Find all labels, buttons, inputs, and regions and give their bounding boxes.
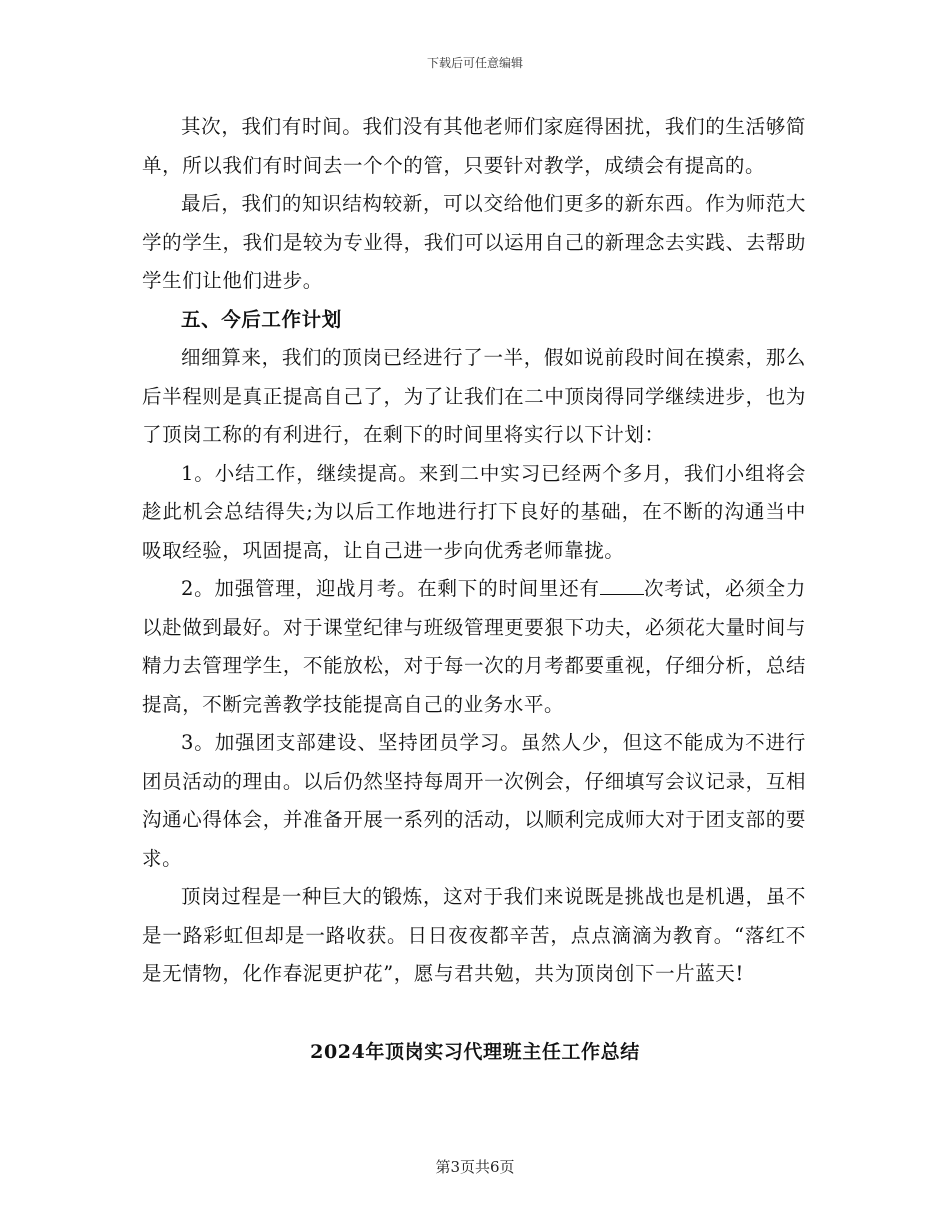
paragraph-plan-item-3: 3。加强团支部建设、坚持团员学习。虽然人少，但这不能成为不进行团员活动的理由。以后仍然坚持每周开一次例会，仔细填写会议记录，互相沟通心得体会，并准备开展一系列的活动，以顺利完成师大对于团支部的要求。: [142, 731, 806, 870]
page-header: 下载后可任意编辑: [426, 56, 523, 70]
plan-item-2-text-after: 次考试，必须全力以赴做到最好。对于课堂纪律与班级管理更要狠下功夫，必须花大量时间与精力去管理学生，不能放松，对于每一次的月考都要重视，仔细分析，总结提高，不断完善教学技能提高自己的业务水平。: [142, 577, 806, 716]
paragraph-time-advantage: 其次，我们有时间。我们没有其他老师们家庭得困扰，我们的生活够简单，所以我们有时间去一个个的管，只要针对教学，成绩会有提高的。: [142, 115, 806, 177]
paragraph-plan-intro: 细细算来，我们的顶岗已经进行了一半，假如说前段时间在摸索，那么后半程则是真正提高自己了，为了让我们在二中顶岗得同学继续进步，也为了顶岗工称的有利进行，在剩下的时间里将实行以下计划：: [142, 346, 806, 446]
paragraph-plan-item-2: [142, 570, 806, 724]
fill-in-blank: [600, 576, 644, 595]
next-document-title: 2024年顶岗实习代理班主任工作总结: [310, 1041, 640, 1063]
paragraph-conclusion: 顶岗过程是一种巨大的锻炼，这对于我们来说既是挑战也是机遇，虽不是一路彩虹但却是一路收获。日日夜夜都辛苦，点点滴滴为教育。“落红不是无情物，化作春泥更护花”，愿与君共勉，共为顶岗创下一片蓝天!: [142, 885, 806, 985]
page-footer: 第3页共6页: [435, 1158, 515, 1176]
paragraph-knowledge-advantage: 最后，我们的知识结构较新，可以交给他们更多的新东西。作为师范大学的学生，我们是较为专业得，我们可以运用自己的新理念去实践、去帮助学生们让他们进步。: [142, 192, 806, 292]
document-body: [142, 108, 806, 994]
plan-item-2-text-before: 2。加强管理，迎战月考。在剩下的时间里还有: [181, 577, 600, 600]
paragraph-plan-item-1: 1。小结工作，继续提高。来到二中实习已经两个多月，我们小组将会趁此机会总结得失;为以后工作地进行打下良好的基础，在不断的沟通当中吸取经验，巩固提高，让自己进一步向优秀老师靠拢。: [142, 461, 806, 562]
section-heading-future-plan: 五、今后工作计划: [181, 307, 342, 331]
